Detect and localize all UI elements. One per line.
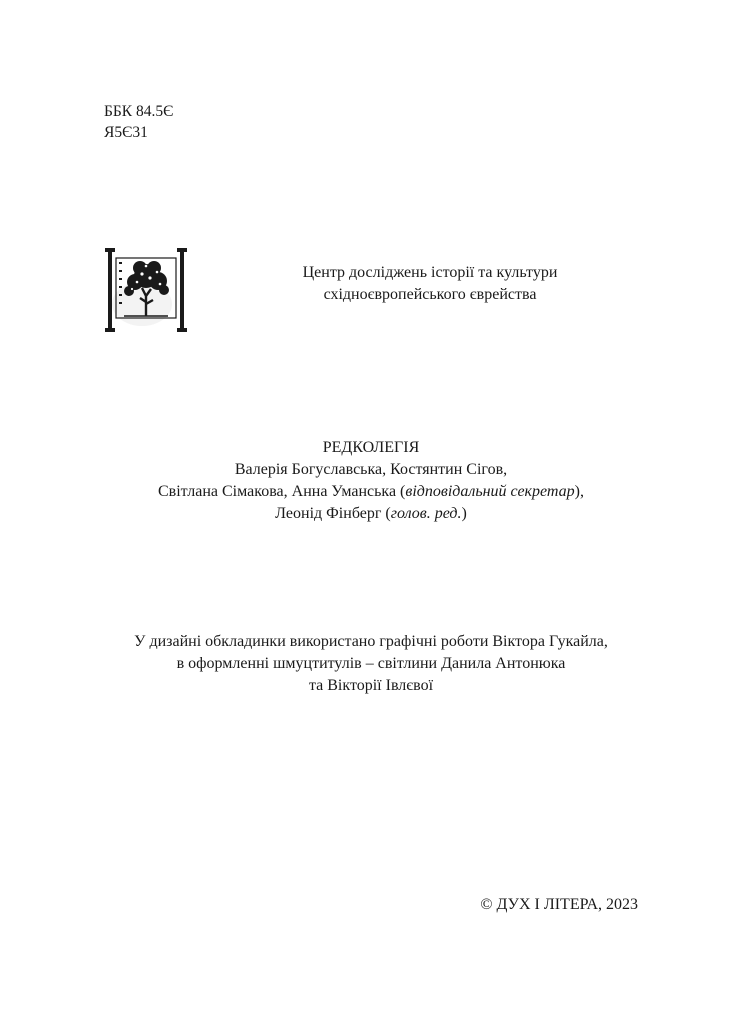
design-credits-line-1: У дизайні обкладинки використано графічні роботи Віктора Гукайла,	[134, 633, 608, 650]
center-name-line-1: Центр досліджень історії та культури	[302, 264, 558, 281]
center-name-line-2: східноєвропейського єврейства	[323, 286, 537, 303]
closing-paren: )	[461, 505, 467, 522]
editor-role: голов. ред.	[390, 505, 462, 522]
secretary-role: відповідальний секретар	[405, 483, 575, 500]
editorial-board-heading: РЕДКОЛЕГІЯ	[322, 439, 420, 456]
bbk-classification	[104, 101, 173, 143]
torah-scroll-tree-icon	[102, 244, 194, 334]
editorial-board-members-1: Валерія Богуславська, Костянтин Сігов,	[234, 461, 508, 478]
author-mark: Я5Є31	[104, 124, 148, 141]
editorial-board	[60, 437, 682, 525]
editor-name: Леонід Фінберг (	[275, 505, 391, 522]
closing-paren: ),	[574, 483, 584, 500]
editorial-board-members-2	[60, 481, 682, 503]
bbk-code: ББК 84.5Є	[104, 103, 174, 120]
design-credits	[40, 631, 702, 697]
design-credits-line-2: в оформленні шмуцтитулів – світлини Данила Антонюка	[176, 655, 566, 672]
member-names: Світлана Сімакова, Анна Уманська (	[157, 483, 406, 500]
center-name	[250, 262, 610, 306]
copyright-notice: © ДУХ І ЛІТЕРА, 2023	[480, 896, 638, 913]
design-credits-line-3: та Вікторії Івлєвої	[308, 677, 434, 694]
editorial-board-members-3	[60, 503, 682, 525]
